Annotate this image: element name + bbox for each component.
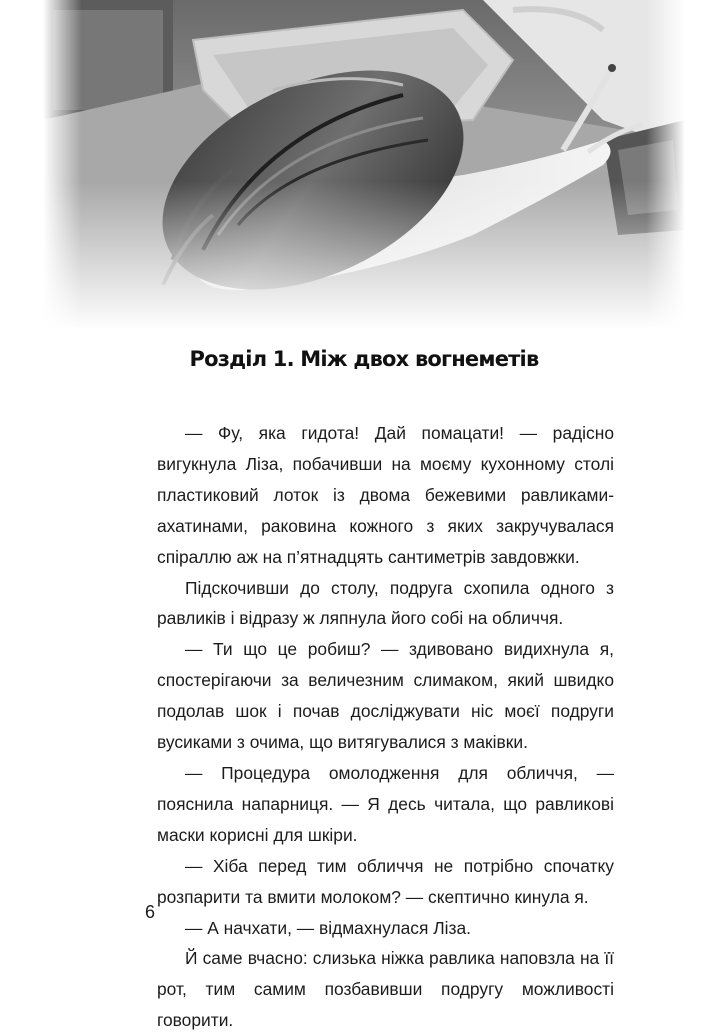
- chapter-title: Розділ 1. Між двох вогнеметів: [189, 347, 539, 371]
- paragraph: — Ти що це робиш? — здивовано видихнула я, спостерігаючи за величезним слимаком, який швидко подолав шок і почав досліджувати ніс моєї подруги вусиками з очима, що витягувалися з маківки.: [157, 639, 614, 753]
- paragraph: — Хіба перед тим обличчя не потрібно спочатку розпарити та вмити молоком? — скептично кинула я.: [157, 855, 614, 907]
- paragraph: — Фу, яка гидота! Дай помацати! — радісно вигукнула Ліза, побачивши на моєму кухонному столі пластиковий лоток із двома бежевими равликами-ахатинами, раковина кожного з яких закручувалася спіраллю аж на п’ятнадцять сантиметрів завдовжки.: [157, 423, 614, 567]
- chapter-illustration-snail-photo: [43, 0, 685, 330]
- page-number: 6: [145, 902, 156, 922]
- chapter-body-text: [157, 418, 614, 1036]
- paragraph: Підскочивши до столу, подруга схопила одного з равликів і відразу ж ляпнула його собі на обличчя.: [157, 577, 614, 629]
- paragraph: — А начхати, — відмахнулася Ліза.: [185, 917, 471, 938]
- paragraph: Й саме вчасно: слизька ніжка равлика наповзла на її рот, тим самим позбавивши подругу можливості говорити.: [157, 948, 614, 1031]
- paragraph: — Процедура омолодження для обличчя, — пояснила напарниця. — Я десь читала, що равликові маски корисні для шкіри.: [157, 762, 614, 845]
